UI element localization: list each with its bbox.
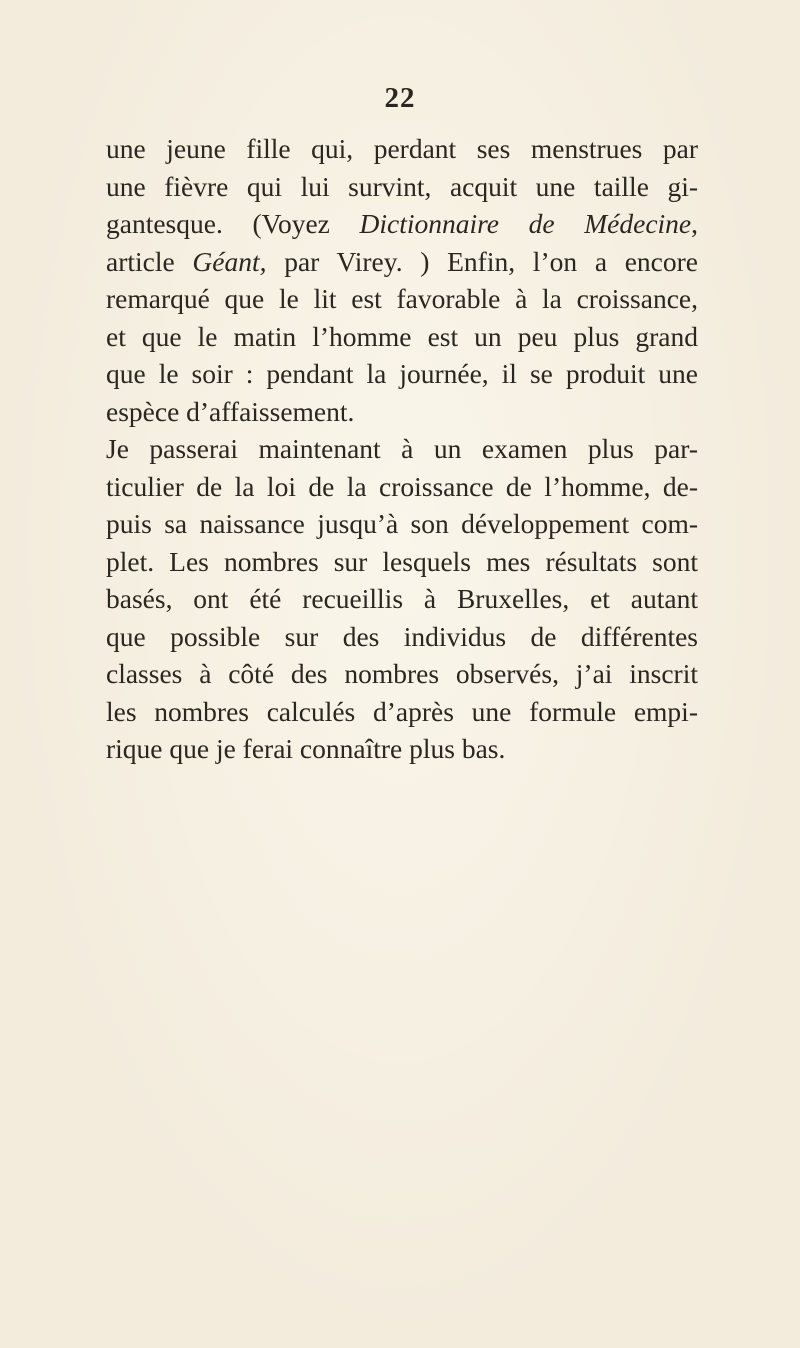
text-line-6: et que le matin l’homme est un peu plus grand (106, 320, 698, 352)
text-line-1: une jeune fille qui, perdant ses menstrues par (106, 133, 698, 164)
text-line-3-start: gantesque. (Voyez (106, 208, 360, 239)
text-line-16: les nombres calculés d’après une formule empi- (106, 695, 698, 727)
text-line-4-end: par Virey. ) Enfin, l’on a encore (266, 245, 698, 277)
italic-geant: Géant, (192, 245, 267, 277)
page-number: 22 (384, 82, 416, 114)
text-line-12: plet. Les nombres sur lesquels mes résultats sont (106, 545, 698, 577)
text-line-5: remarqué que le lit est favorable à la croissance, (106, 283, 698, 314)
text-line-7: que le soir : pendant la journée, il se produit une (106, 358, 698, 389)
text-line-14: que possible sur des individus de différentes (106, 620, 698, 652)
text-line-8: espèce d’affaissement. (106, 395, 355, 427)
text-line-3 (106, 205, 698, 243)
text-line-3-end: , (691, 208, 698, 239)
text-line-9: Je passerai maintenant à un examen plus par- (106, 433, 698, 464)
text-line-4-start: article (106, 245, 193, 277)
italic-dictionnaire: Dictionnaire de Médecine (359, 208, 692, 239)
text-line-13: basés, ont été recueillis à Bruxelles, et autant (106, 583, 698, 614)
text-line-17: rique que je ferai connaître plus bas. (106, 733, 506, 764)
text-line-10: ticulier de la loi de la croissance de l’homme, de- (106, 470, 698, 502)
text-line-15: classes à côté des nombres observés, j’ai inscrit (106, 658, 698, 689)
text-line-4 (106, 243, 698, 281)
text-line-11: puis sa naissance jusqu’à son développement com- (106, 508, 698, 539)
text-line-2: une fièvre qui lui survint, acquit une taille gi- (106, 170, 698, 202)
body-text (106, 130, 698, 768)
